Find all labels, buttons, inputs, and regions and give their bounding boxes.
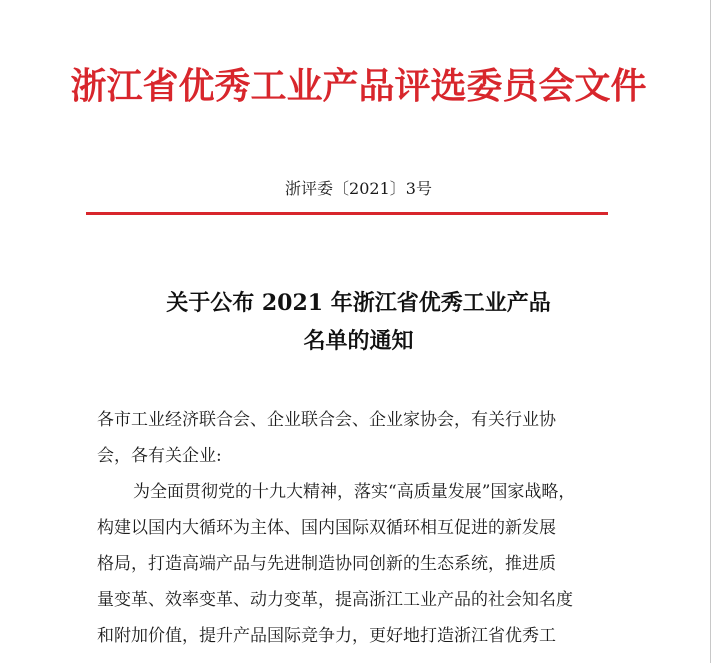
body-line-salutation-1: 各市工业经济联合会、企业联合会、企业家协会，有关行业协 — [97, 410, 556, 430]
header-red-rule — [86, 212, 608, 215]
notice-title-line-2: 名单的通知 — [303, 328, 414, 354]
body-line-paragraph-start: 为全面贯彻党的十九大精神，落实“高质量发展”国家战略， — [133, 482, 576, 502]
notice-title-line-1: 关于公布 2021 年浙江省优秀工业产品 — [166, 290, 551, 316]
notice-body — [97, 402, 617, 654]
body-line: 和附加价值，提升产品国际竞争力，更好地打造浙江省优秀工 — [97, 626, 556, 646]
body-line: 格局，打造高端产品与先进制造协同创新的生态系统，推进质 — [97, 554, 556, 574]
document-number: 浙评委〔2021〕3号 — [285, 179, 432, 198]
document-header-title: 浙江省优秀工业产品评选委员会文件 — [70, 65, 647, 107]
body-line: 量变革、效率变革、动力变革，提高浙江工业产品的社会知名度 — [97, 590, 573, 610]
notice-title — [0, 284, 717, 360]
body-line: 构建以国内大循环为主体、国内国际双循环相互促进的新发展 — [97, 518, 556, 538]
body-line-salutation-2: 会，各有关企业: — [97, 446, 222, 466]
